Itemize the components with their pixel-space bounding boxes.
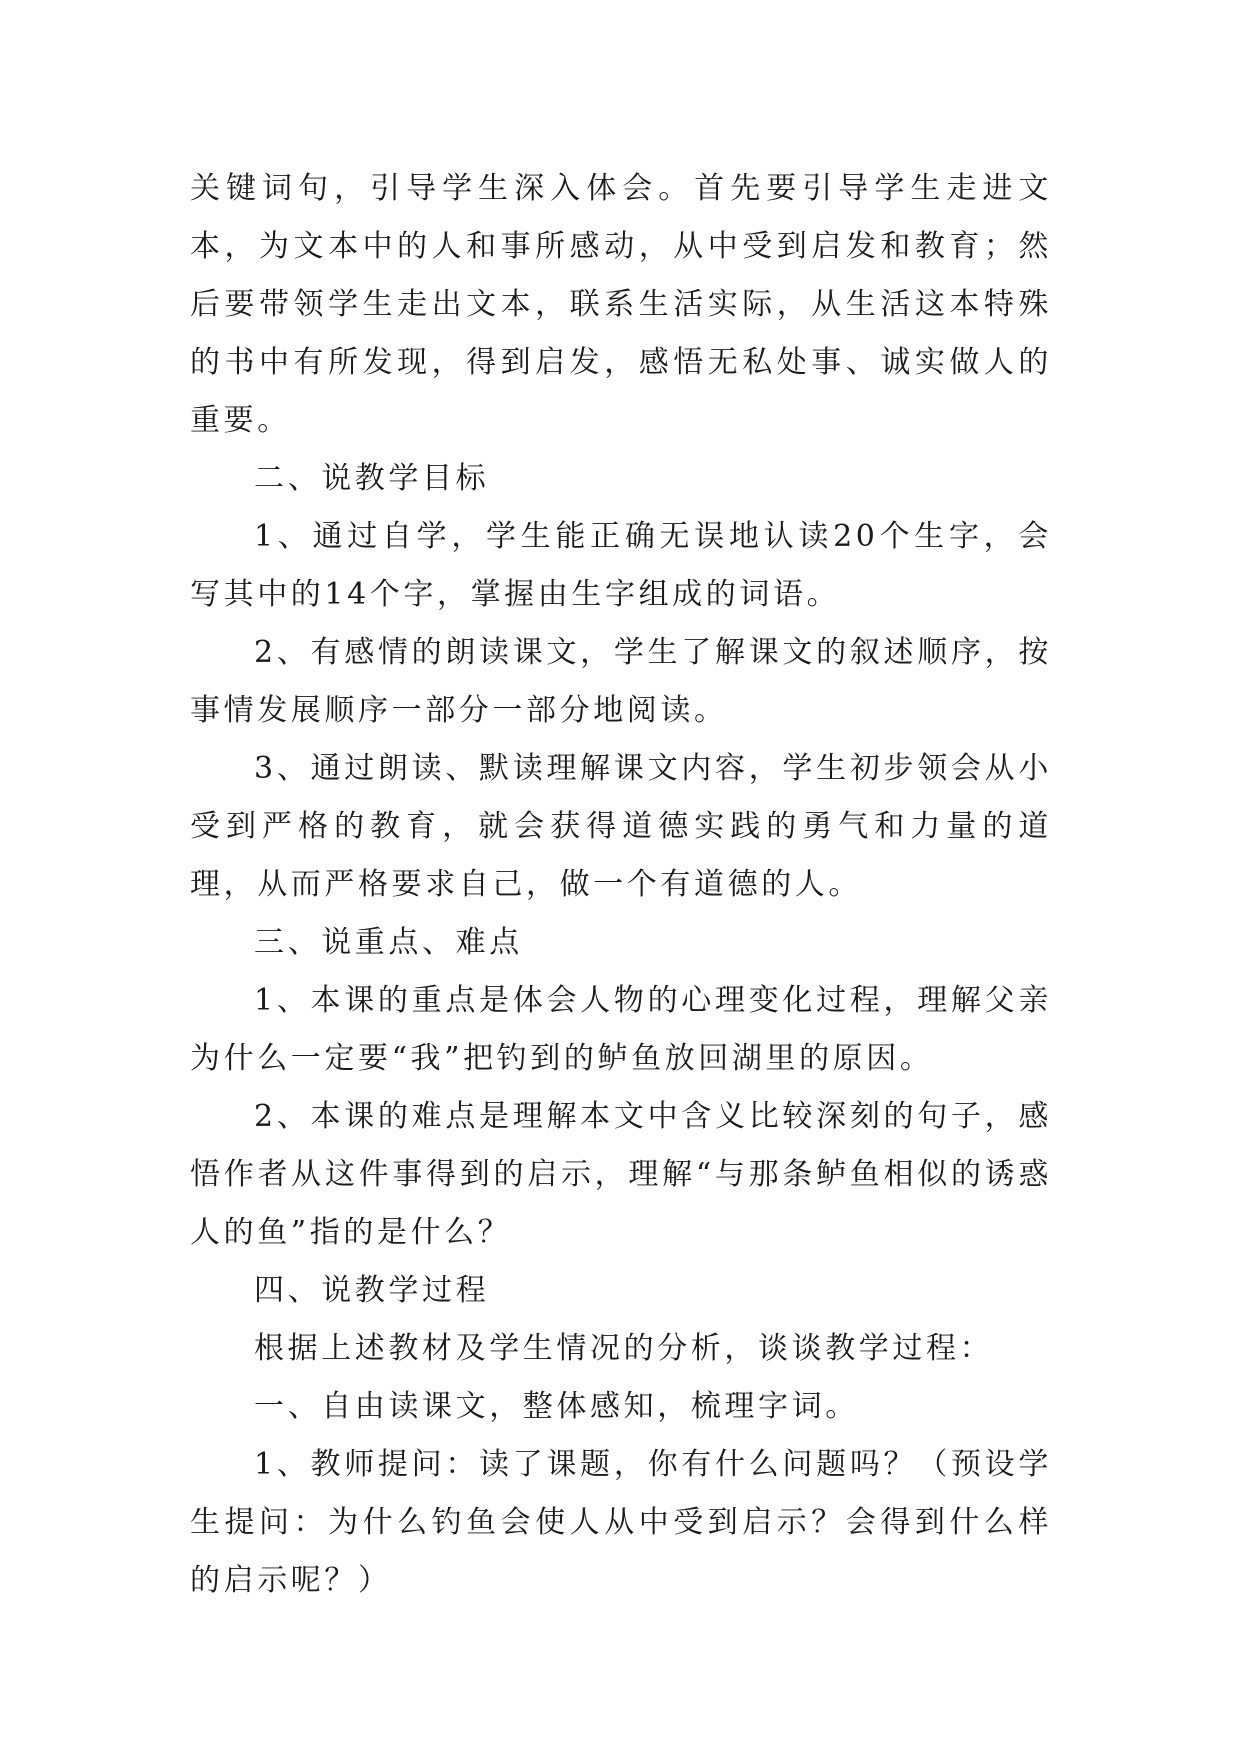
goal-item-1: 1、通过自学，学生能正确无误地认读20个生字，会写其中的14个字，掌握由生字组成的词语。: [190, 519, 1052, 612]
document-body: [190, 160, 1052, 1610]
section-heading-teaching-process: 四、说教学过程: [254, 1273, 490, 1308]
paragraph-continued: 关键词句，引导学生深入体会。首先要引导学生走进文本，为文本中的人和事所感动，从中受到启发和教育；然后要带领学生走出文本，联系生活实际，从生活这本特殊的书中有所发现，得到启发，感悟无私处事、诚实做人的重要。: [190, 171, 1052, 438]
goal-item-2: 2、有感情的朗读课文，学生了解课文的叙述顺序，按事情发展顺序一部分一部分地阅读。: [190, 635, 1052, 728]
key-point-item-2: 2、本课的难点是理解本文中含义比较深刻的句子，感悟作者从这件事得到的启示，理解“与那条鲈鱼相似的诱惑人的鱼”指的是什么？: [190, 1099, 1052, 1250]
process-step-item-1: 1、教师提问：读了课题，你有什么问题吗？（预设学生提问：为什么钓鱼会使人从中受到启示？会得到什么样的启示呢？）: [190, 1447, 1052, 1598]
key-point-item-1: 1、本课的重点是体会人物的心理变化过程，理解父亲为什么一定要“我”把钓到的鲈鱼放回湖里的原因。: [190, 983, 1052, 1076]
goal-item-3: 3、通过朗读、默读理解课文内容，学生初步领会从小受到严格的教育，就会获得道德实践的勇气和力量的道理，从而严格要求自己，做一个有道德的人。: [190, 751, 1052, 902]
process-intro: 根据上述教材及学生情况的分析，谈谈教学过程：: [254, 1331, 994, 1366]
section-heading-teaching-goals: 二、说教学目标: [254, 461, 490, 496]
process-step-heading: 一、自由读课文，整体感知，梳理字词。: [254, 1389, 859, 1424]
section-heading-key-points: 三、说重点、难点: [254, 925, 523, 960]
